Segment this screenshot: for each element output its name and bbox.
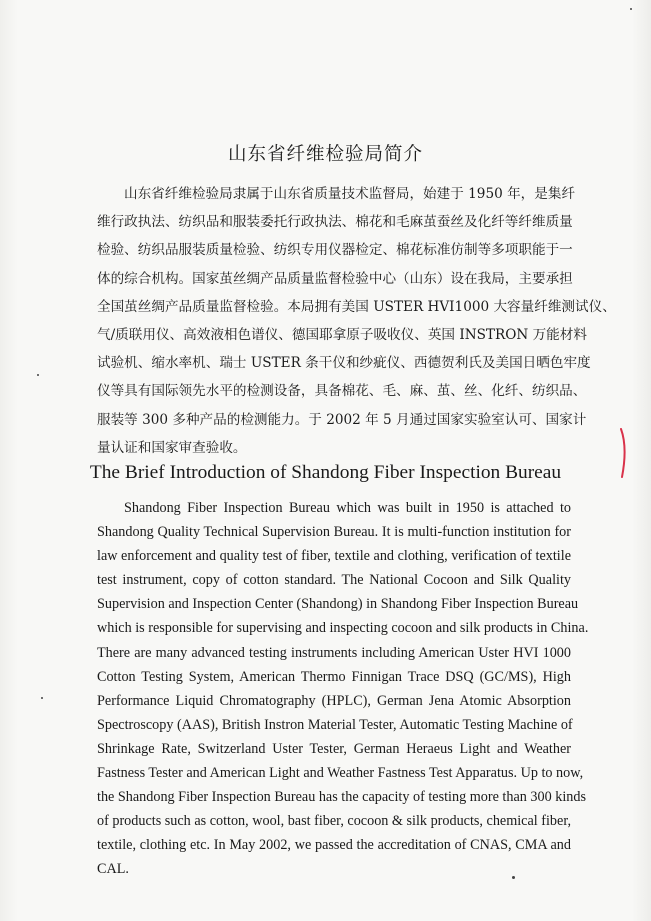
chinese-line: 维行政执法、纺织品和服装委托行政执法、棉花和毛麻茧蚕丝及化纤等纤维质量 [97,214,573,231]
english-line: which is responsible for supervising and inspecting cocoon and silk products in China. [97,620,589,637]
english-line: Shandong Quality Technical Supervision Bureau. It is multi-function institution for [97,524,571,541]
english-line: Spectroscopy (AAS), British Instron Material Tester, Automatic Testing Machine of [97,716,573,733]
red-pen-mark [619,428,627,478]
english-line: of products such as cotton, wool, bast fiber, cocoon & silk products, chemical fiber, [97,813,572,830]
english-line: Supervision and Inspection Center (Shandong) in Shandong Fiber Inspection Bureau [97,596,579,613]
chinese-line: 全国茧丝绸产品质量监督检验。本局拥有美国 USTER HVI1000 大容量纤维测试仪、 [97,298,616,315]
english-line: There are many advanced testing instruments including American Uster HVI 1000 [97,644,571,661]
english-line: law enforcement and quality test of fiber, textile and clothing, verification of textile [97,548,571,565]
scan-speck [41,697,43,699]
chinese-line: 体的综合机构。国家茧丝绸产品质量监督检验中心（山东）设在我局，主要承担 [97,270,573,287]
english-line: Fastness Tester and American Light and Weather Fastness Test Apparatus. Up to now, [97,765,584,782]
english-line: Shandong Fiber Inspection Bureau which was built in 1950 is attached to [124,500,571,516]
english-line: Cotton Testing System, American Thermo Finnigan Trace DSQ (GC/MS), High [97,668,571,685]
chinese-line: 检验、纺织品服装质量检验、纺织专用仪器检定、棉花标准仿制等多项职能于一 [97,242,573,259]
scan-speck [630,8,632,10]
chinese-line: 量认证和国家审查验收。 [97,439,247,456]
chinese-line: 气/质联用仪、高效液相色谱仪、德国耶拿原子吸收仪、英国 INSTRON 万能材料 [97,327,587,344]
english-line: test instrument, copy of cotton standard. The National Cocoon and Silk Quality [97,572,571,589]
english-line: CAL. [97,861,129,878]
scan-speck [512,876,515,879]
english-paragraph [97,496,589,882]
english-line: the Shandong Fiber Inspection Bureau has the capacity of testing more than 300 kinds [97,789,586,806]
scan-speck [37,374,39,376]
english-line: Performance Liquid Chromatography (HPLC), German Jena Atomic Absorption [97,692,571,709]
english-line: Shrinkage Rate, Switzerland Uster Tester, German Heraeus Light and Weather [97,740,571,757]
english-title: The Brief Introduction of Shandong Fiber Inspection Bureau [89,462,562,483]
chinese-paragraph [97,180,616,462]
chinese-line: 仪等具有国际领先水平的检测设备，具备棉花、毛、麻、茧、丝、化纤、纺织品、 [97,383,587,400]
chinese-line: 试验机、缩水率机、瑞士 USTER 条干仪和纱疵仪、西德贺利氏及美国日晒色牢度 [97,355,591,372]
english-line: textile, clothing etc. In May 2002, we passed the accreditation of CNAS, CMA and [97,837,571,854]
chinese-line: 服装等 300 多种产品的检测能力。于 2002 年 5 月通过国家实验室认可、国家计 [97,411,587,428]
chinese-title: 山东省纤维检验局简介 [227,144,423,165]
chinese-line: 山东省纤维检验局隶属于山东省质量技术监督局，始建于 1950 年，是集纤 [124,186,576,202]
